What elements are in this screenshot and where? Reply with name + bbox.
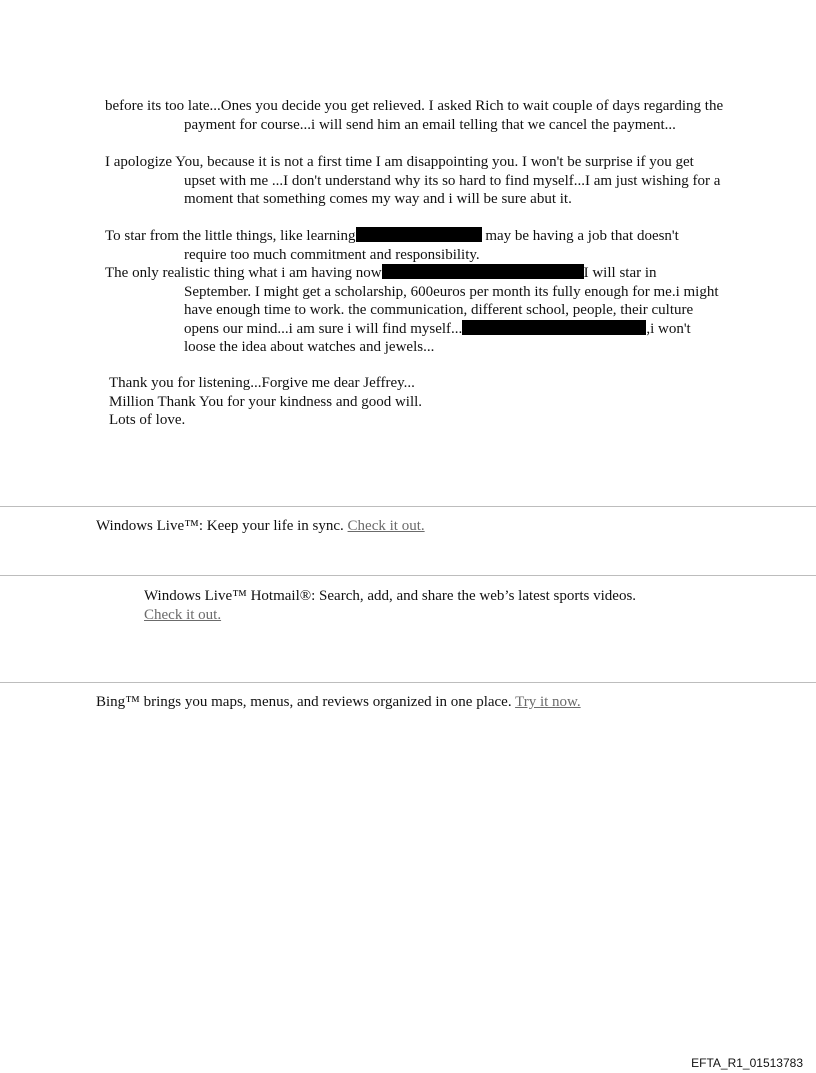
letter-paragraph-2 [105, 153, 724, 209]
redaction-block [356, 227, 482, 242]
closing-line: Lots of love. [109, 412, 186, 428]
letter-paragraph-2-text: I apologize You, because it is not a first time I am disappointing you. I won't be surprise if you get upset with me ...I don't understand why its so hard to find myself...I am just wishing for a moment that something comes my way and i will be sure abut it. [105, 154, 721, 207]
letter-paragraph-3 [105, 227, 724, 264]
letter-paragraph-3-text-b: may be having a job that doesn't require too much commitment and responsibility. [184, 228, 679, 263]
ad-link[interactable]: Try it now. [515, 694, 581, 710]
redaction-block [382, 264, 584, 279]
ad-link[interactable]: Check it out. [144, 606, 222, 623]
letter-paragraph-4-text-a: The only realistic thing what i am having now [105, 265, 382, 281]
letter-paragraph-3-text-a: To star from the little things, like learning [105, 228, 356, 244]
letter-closing [109, 374, 629, 430]
divider [0, 682, 816, 683]
ad-bing [96, 693, 581, 712]
ad-hotmail [144, 587, 764, 624]
ad-text: Windows Live™: Keep your life in sync. [96, 518, 348, 534]
closing-line: Thank you for listening...Forgive me dear Jeffrey... [109, 375, 415, 391]
ad-text: Bing™ brings you maps, menus, and reviews organized in one place. [96, 694, 516, 710]
ad-link[interactable]: Check it out. [347, 518, 425, 534]
ad-windows-live [96, 517, 425, 536]
letter-paragraph-4 [105, 264, 724, 357]
letter-paragraph-1-text: before its too late...Ones you decide you get relieved. I asked Rich to wait couple of days regarding the payment for course...i will send him an email telling that we cancel the payment... [105, 98, 724, 133]
document-id: EFTA_R1_01513783 [691, 1056, 803, 1070]
ad-text: Windows Live™ Hotmail®: Search, add, and share the web’s latest sports videos. [144, 588, 637, 604]
divider [0, 575, 816, 576]
divider [0, 506, 816, 507]
letter-paragraph-1 [105, 97, 724, 134]
closing-line: Million Thank You for your kindness and good will. [109, 393, 423, 410]
letter-paragraph-4-text-b: I will star in September. I might get a scholarship, 600euros per month its fully enough for me.i might have enough time to work. the communication, different school, people, their culture opens our mind...i am sure i will find myself... [184, 265, 719, 337]
redaction-block [462, 320, 646, 335]
letter-paragraph-4-text-c: ,i won't loose the idea about watches and jewels... [184, 320, 691, 355]
